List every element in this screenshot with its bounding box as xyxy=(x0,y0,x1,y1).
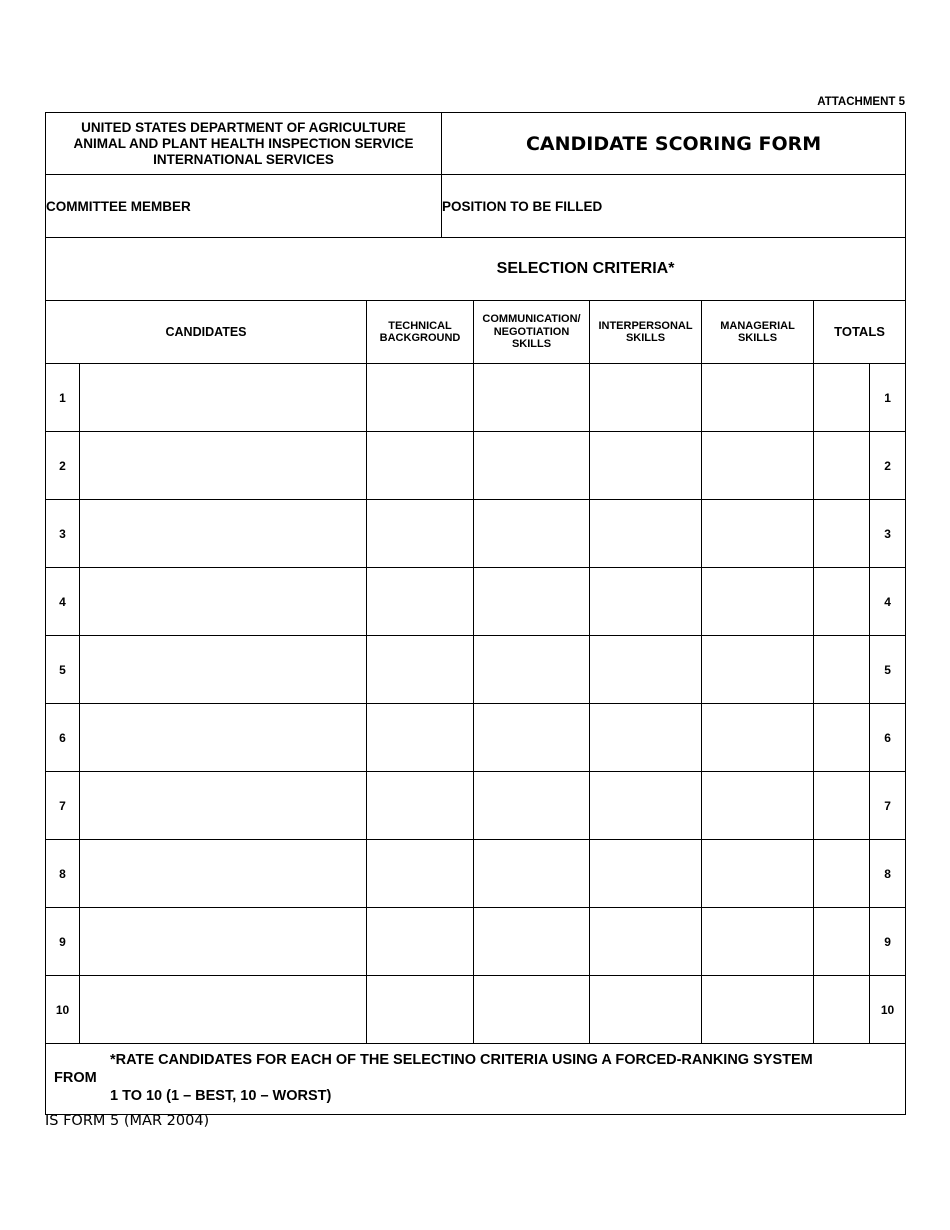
technical-score-cell[interactable] xyxy=(367,840,474,908)
communication-score-cell[interactable] xyxy=(474,500,590,568)
instructions-line-1: *RATE CANDIDATES FOR EACH OF THE SELECTINO CRITERIA USING A FORCED-RANKING SYSTEM xyxy=(110,1052,813,1068)
row-number-right: 10 xyxy=(870,976,906,1044)
total-score-cell[interactable] xyxy=(814,568,870,636)
technical-score-cell[interactable] xyxy=(367,432,474,500)
candidate-name-cell[interactable] xyxy=(80,636,367,704)
total-score-cell[interactable] xyxy=(814,704,870,772)
attachment-label: ATTACHMENT 5 xyxy=(817,96,905,108)
row-number: 7 xyxy=(46,772,80,840)
table-row xyxy=(46,908,906,976)
interpersonal-score-cell[interactable] xyxy=(590,500,702,568)
communication-score-cell[interactable] xyxy=(474,568,590,636)
row-number-right: 7 xyxy=(870,772,906,840)
row-number-right: 3 xyxy=(870,500,906,568)
candidate-name-cell[interactable] xyxy=(80,500,367,568)
col-managerial xyxy=(702,301,814,364)
form-title: CANDIDATE SCORING FORM xyxy=(442,113,906,175)
position-field[interactable] xyxy=(442,175,906,238)
communication-score-cell[interactable] xyxy=(474,636,590,704)
col-totals: TOTALS xyxy=(814,301,906,364)
interpersonal-score-cell[interactable] xyxy=(590,908,702,976)
technical-score-cell[interactable] xyxy=(367,568,474,636)
technical-score-cell[interactable] xyxy=(367,364,474,432)
managerial-score-cell[interactable] xyxy=(702,500,814,568)
col-communication-l2: NEGOTIATION xyxy=(493,325,570,338)
interpersonal-score-cell[interactable] xyxy=(590,568,702,636)
managerial-score-cell[interactable] xyxy=(702,840,814,908)
col-technical-l1: TECHNICAL xyxy=(388,319,452,332)
form-id: IS FORM 5 (MAR 2004) xyxy=(45,1113,210,1129)
communication-score-cell[interactable] xyxy=(474,976,590,1044)
table-row xyxy=(46,500,906,568)
technical-score-cell[interactable] xyxy=(367,500,474,568)
agency-line-3: INTERNATIONAL SERVICES xyxy=(153,151,334,167)
total-score-cell[interactable] xyxy=(814,500,870,568)
table-row xyxy=(46,976,906,1044)
interpersonal-score-cell[interactable] xyxy=(590,364,702,432)
candidate-name-cell[interactable] xyxy=(80,704,367,772)
row-number: 1 xyxy=(46,364,80,432)
candidate-name-cell[interactable] xyxy=(80,432,367,500)
interpersonal-score-cell[interactable] xyxy=(590,772,702,840)
position-label: POSITION TO BE FILLED xyxy=(442,198,603,214)
candidate-name-cell[interactable] xyxy=(80,364,367,432)
candidate-name-cell[interactable] xyxy=(80,568,367,636)
row-number: 9 xyxy=(46,908,80,976)
managerial-score-cell[interactable] xyxy=(702,568,814,636)
managerial-score-cell[interactable] xyxy=(702,976,814,1044)
col-managerial-l1: MANAGERIAL xyxy=(720,319,795,332)
candidate-name-cell[interactable] xyxy=(80,908,367,976)
row-number: 10 xyxy=(46,976,80,1044)
total-score-cell[interactable] xyxy=(814,636,870,704)
row-number-right: 8 xyxy=(870,840,906,908)
agency-block xyxy=(46,113,442,175)
table-row xyxy=(46,840,906,908)
col-communication-l3: SKILLS xyxy=(511,338,552,351)
interpersonal-score-cell[interactable] xyxy=(590,432,702,500)
communication-score-cell[interactable] xyxy=(474,704,590,772)
selection-criteria-heading: SELECTION CRITERIA* xyxy=(46,238,906,301)
col-technical xyxy=(367,301,474,364)
interpersonal-score-cell[interactable] xyxy=(590,840,702,908)
technical-score-cell[interactable] xyxy=(367,976,474,1044)
row-number-right: 2 xyxy=(870,432,906,500)
managerial-score-cell[interactable] xyxy=(702,704,814,772)
communication-score-cell[interactable] xyxy=(474,840,590,908)
row-number-right: 6 xyxy=(870,704,906,772)
table-row xyxy=(46,772,906,840)
row-number: 4 xyxy=(46,568,80,636)
total-score-cell[interactable] xyxy=(814,364,870,432)
technical-score-cell[interactable] xyxy=(367,636,474,704)
col-managerial-l2: SKILLS xyxy=(737,332,778,344)
total-score-cell[interactable] xyxy=(814,772,870,840)
row-number: 6 xyxy=(46,704,80,772)
managerial-score-cell[interactable] xyxy=(702,772,814,840)
instructions-line-2: 1 TO 10 (1 – BEST, 10 – WORST) xyxy=(110,1088,332,1104)
interpersonal-score-cell[interactable] xyxy=(590,704,702,772)
col-interpersonal xyxy=(590,301,702,364)
row-number-right: 9 xyxy=(870,908,906,976)
col-interpersonal-l2: SKILLS xyxy=(625,332,666,344)
col-technical-l2: BACKGROUND xyxy=(379,332,461,344)
technical-score-cell[interactable] xyxy=(367,908,474,976)
communication-score-cell[interactable] xyxy=(474,364,590,432)
total-score-cell[interactable] xyxy=(814,908,870,976)
candidate-scoring-table xyxy=(45,112,906,1115)
communication-score-cell[interactable] xyxy=(474,432,590,500)
interpersonal-score-cell[interactable] xyxy=(590,636,702,704)
candidate-name-cell[interactable] xyxy=(80,976,367,1044)
instructions-from: FROM xyxy=(54,1070,97,1086)
table-row xyxy=(46,432,906,500)
managerial-score-cell[interactable] xyxy=(702,636,814,704)
committee-member-field[interactable] xyxy=(46,175,442,238)
col-communication-l1: COMMUNICATION/ xyxy=(482,313,581,326)
row-number-right: 1 xyxy=(870,364,906,432)
candidate-name-cell[interactable] xyxy=(80,840,367,908)
table-row xyxy=(46,636,906,704)
managerial-score-cell[interactable] xyxy=(702,432,814,500)
row-number: 3 xyxy=(46,500,80,568)
communication-score-cell[interactable] xyxy=(474,772,590,840)
total-score-cell[interactable] xyxy=(814,432,870,500)
technical-score-cell[interactable] xyxy=(367,772,474,840)
table-row xyxy=(46,568,906,636)
managerial-score-cell[interactable] xyxy=(702,364,814,432)
technical-score-cell[interactable] xyxy=(367,704,474,772)
table-row xyxy=(46,364,906,432)
row-number-right: 5 xyxy=(870,636,906,704)
agency-line-1: UNITED STATES DEPARTMENT OF AGRICULTURE xyxy=(81,119,406,135)
managerial-score-cell[interactable] xyxy=(702,908,814,976)
row-number-right: 4 xyxy=(870,568,906,636)
row-number: 5 xyxy=(46,636,80,704)
col-candidates: CANDIDATES xyxy=(46,301,367,364)
col-interpersonal-l1: INTERPERSONAL xyxy=(598,319,693,332)
row-number: 8 xyxy=(46,840,80,908)
ranking-instructions xyxy=(46,1044,906,1115)
col-communication xyxy=(474,301,590,364)
agency-line-2: ANIMAL AND PLANT HEALTH INSPECTION SERVICE xyxy=(73,135,414,151)
interpersonal-score-cell[interactable] xyxy=(590,976,702,1044)
table-row xyxy=(46,704,906,772)
communication-score-cell[interactable] xyxy=(474,908,590,976)
candidate-name-cell[interactable] xyxy=(80,772,367,840)
total-score-cell[interactable] xyxy=(814,840,870,908)
row-number: 2 xyxy=(46,432,80,500)
committee-member-label: COMMITTEE MEMBER xyxy=(46,198,191,214)
total-score-cell[interactable] xyxy=(814,976,870,1044)
